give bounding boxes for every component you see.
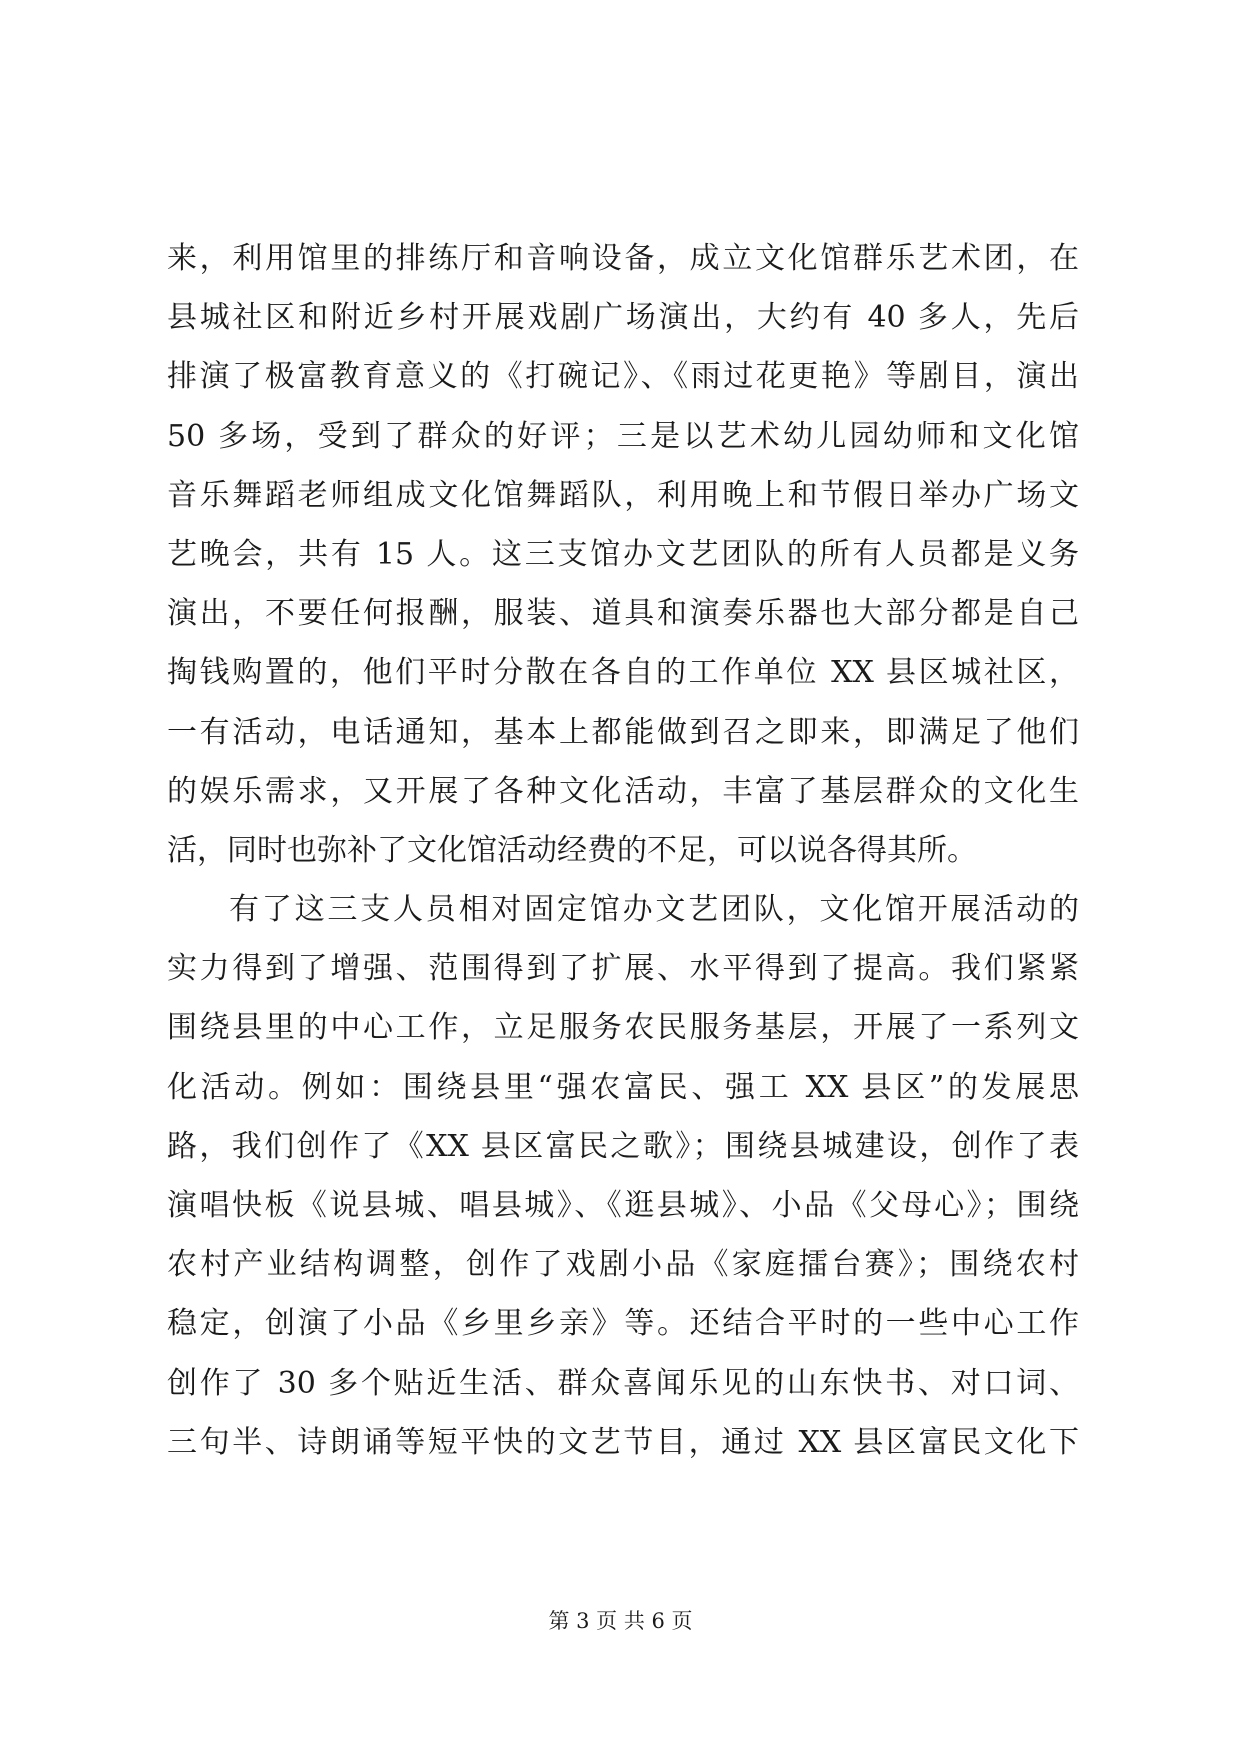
text-line: 化活动。例如：围绕县里“强农富民、强工 XX 县区”的发展思 (167, 1069, 1079, 1105)
text-line: 活，同时也弥补了文化馆活动经费的不足，可以说各得其所。 (167, 832, 977, 868)
body-text (167, 229, 1079, 1472)
text-line: 来，利用馆里的排练厅和音响设备，成立文化馆群乐艺术团，在 (167, 241, 1079, 276)
text-line: 掏钱购置的，他们平时分散在各自的工作单位 XX 县区城社区， (167, 655, 1079, 691)
text-line: 一有活动，电话通知，基本上都能做到召之即来，即满足了他们 (167, 714, 1079, 750)
page-footer (0, 1605, 1241, 1635)
text-line: 实力得到了增强、范围得到了扩展、水平得到了提高。我们紧紧 (167, 951, 1079, 987)
text-line: 演唱快板《说县城、唱县城》、《逛县城》、小品《父母心》；围绕 (167, 1188, 1079, 1223)
text-line: 演出，不要任何报酬，服装、道具和演奏乐器也大部分都是自己 (167, 596, 1079, 632)
text-line: 县城社区和附近乡村开展戏剧广场演出，大约有 40 多人，先后 (167, 300, 1079, 336)
text-line: 路，我们创作了《XX 县区富民之歌》；围绕县城建设，创作了表 (167, 1128, 1079, 1164)
text-line: 围绕县里的中心工作，立足服务农民服务基层，开展了一系列文 (167, 1010, 1079, 1046)
text-line: 创作了 30 多个贴近生活、群众喜闻乐见的山东快书、对口词、 (167, 1365, 1079, 1401)
text-line: 三句半、诗朗诵等短平快的文艺节目，通过 XX 县区富民文化下 (167, 1424, 1079, 1460)
text-line: 的娱乐需求，又开展了各种文化活动，丰富了基层群众的文化生 (167, 773, 1079, 809)
text-line: 音乐舞蹈老师组成文化馆舞蹈队，利用晚上和节假日举办广场文 (167, 477, 1079, 513)
text-line: 农村产业结构调整，创作了戏剧小品《家庭擂台赛》；围绕农村 (167, 1247, 1079, 1283)
text-line: 稳定，创演了小品《乡里乡亲》等。还结合平时的一些中心工作 (167, 1306, 1079, 1342)
text-line: 有了这三支人员相对固定馆办文艺团队，文化馆开展活动的 (229, 892, 1079, 928)
text-line: 50 多场，受到了群众的好评；三是以艺术幼儿园幼师和文化馆 (167, 418, 1079, 454)
text-line: 排演了极富教育意义的《打碗记》、《雨过花更艳》等剧目，演出 (167, 359, 1079, 395)
page-number: 第 3 页 共 6 页 (548, 1609, 693, 1633)
text-line: 艺晚会，共有 15 人。这三支馆办文艺团队的所有人员都是义务 (167, 536, 1079, 572)
